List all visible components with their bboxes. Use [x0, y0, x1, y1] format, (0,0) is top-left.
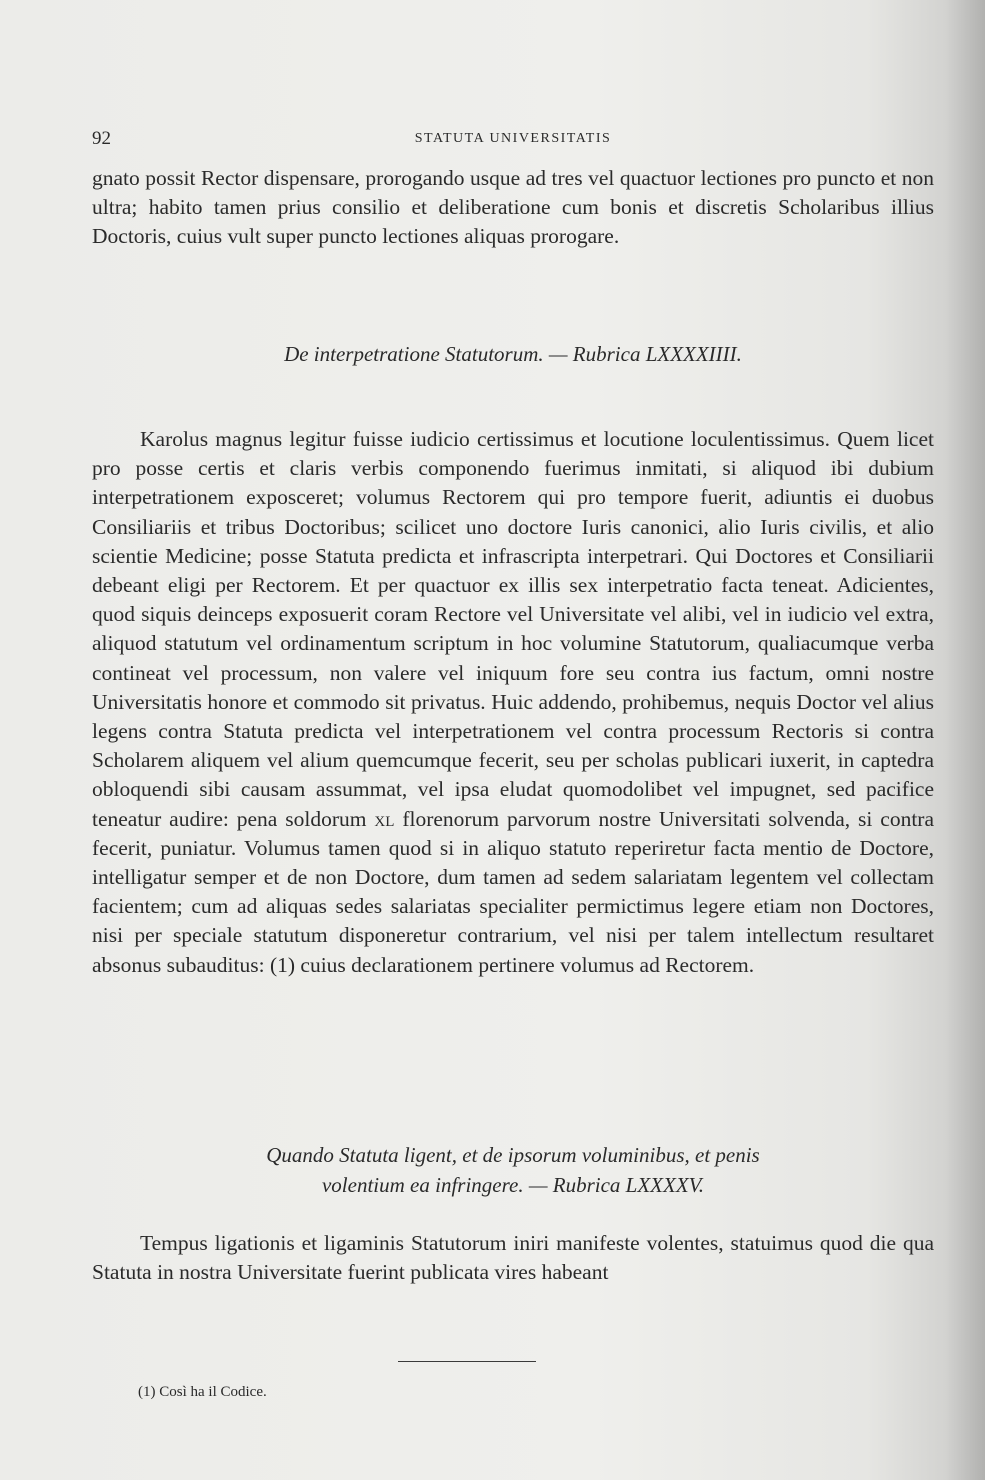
rubric-title-line-2: volentium ea infringere. — Rubrica LXXXXV. [321, 1173, 705, 1197]
rubric-title: De interpetratione Statutorum. — Rubrica LXXXXIIII. [284, 342, 742, 366]
section-paragraph-94 [92, 425, 934, 980]
section-text: Tempus ligationis et ligaminis Statutorum iniri manifeste volentes, statuimus quod die qua Statuta in nostra Universitate fuerint publicata vires habeant [92, 1231, 934, 1285]
section-text-part-a: Karolus magnus legitur fuisse iudicio certissimus et locutione loculentissimus. Quem licet pro posse certis et claris verbis componendo fuerimus inmitati, si aliquod ibi dubium interpetrationem exposceret; volumus Rectorem qui pro tempore fuerit, adiuntis ei duobus Consiliariis et tribus Doctoribus; scilicet uno doctore Iuris canonici, alio Iuris civilis, et alio scientie Medicine; posse Statuta predicta et infrascripta interpetrari. Qui Doctores et Consiliarii debeant eligi per Rectorem. Et per quactuor ex illis sex interpetratio facta teneat. Adicientes, quod siquis deinceps exposuerit coram Rectore vel Universitate vel alibi, vel in iudicio vel extra, aliquod statutum vel ordinamentum scriptum in hoc volumine Statutorum, qualiacumque verba contineat vel processum, non valere vel iniquum fore seu contra ius factum, omni nostre Universitatis honore et commodo sit privatus. Huic addendo, prohibemus, nequis Doctor vel alius legens contra Statuta predicta vel interpetrationem vel contra processum Rectoris si contra Scholarem aliquem vel alium quemcumque fecerit, seu per scholas publicari iuxerit, in captedra obloquendi sibi causam assummat, vel ipsa eludat quomodolibet vel impugnet, sed pacifice teneatur audire: pena soldorum [92, 427, 934, 831]
footnote-separator [398, 1361, 536, 1362]
roman-numeral: xl [374, 806, 395, 831]
running-title: STATUTA UNIVERSITATIS [414, 131, 612, 146]
section-paragraph-95 [92, 1229, 934, 1287]
rubric-heading-94 [92, 339, 934, 369]
page-header [92, 128, 934, 154]
continuation-text: gnato possit Rector dispensare, prorogando usque ad tres vel quactuor lectiones pro puncto et non ultra; habito tamen prius consilio et deliberatione cum bonis et discretis Scholaribus illius Doctoris, cuius vult super puncto lectiones aliquas prorogare. [92, 166, 934, 249]
section-text [92, 425, 934, 980]
page-number: 92 [92, 128, 111, 149]
rubric-heading-95 [92, 1140, 934, 1200]
rubric-title-line-1: Quando Statuta ligent, et de ipsorum voluminibus, et penis [266, 1143, 760, 1167]
page-edge-shadow [945, 0, 985, 1480]
continuation-paragraph [92, 164, 934, 252]
footnote: (1) Così ha il Codice. [138, 1384, 267, 1400]
section-text-part-b: florenorum parvorum nostre Universitati solvenda, si contra fecerit, puniatur. Volumus tamen quod si in aliquo statuto reperiretur facta mentio de Doctore, intelligatur semper et de non Doctore, dum tamen ad sedem salariatam legentem vel collectam facientem; cum ad aliquas sedes salariatas specialiter permictimus legere etiam non Doctores, nisi per speciale statutum disponeretur contrarium, vel nisi per talem intellectum resultaret absonus subauditus: (1) cuius declarationem pertinere volumus ad Rectorem. [92, 806, 935, 977]
